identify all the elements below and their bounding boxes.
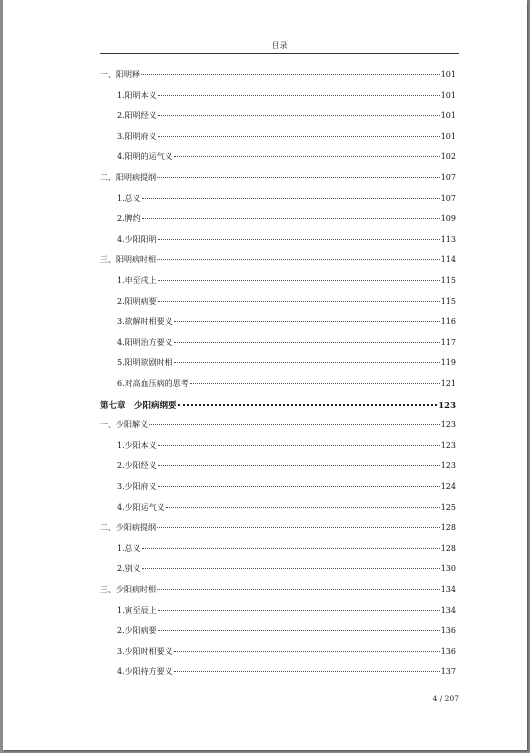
- toc-dot-leader: [157, 177, 440, 178]
- toc-dot-leader: [142, 198, 440, 199]
- toc-dot-leader: [158, 95, 440, 96]
- toc-entry-title: 3.少阳府义: [117, 482, 157, 491]
- toc-subsection-entry[interactable]: [117, 234, 456, 246]
- toc-subsection-entry[interactable]: [117, 563, 456, 575]
- toc-entry-title: 4.少阳持方要义: [117, 667, 173, 676]
- toc-entry-title: 3.欲解时相要义: [117, 317, 173, 326]
- toc-entry-title: 5.阳明欲剧时相: [117, 358, 173, 367]
- toc-entry-page: 121: [440, 379, 456, 388]
- toc-subsection-entry[interactable]: [117, 666, 456, 678]
- toc-entry-page: 124: [440, 482, 456, 491]
- toc-entry-page: 128: [440, 523, 456, 532]
- toc-dot-leader: [158, 445, 440, 446]
- toc-entry-page: 137: [440, 667, 456, 676]
- toc-entry-page: 128: [440, 544, 456, 553]
- toc-subsection-entry[interactable]: [117, 110, 456, 122]
- toc-dot-leader: [158, 486, 440, 487]
- toc-dot-leader: [158, 301, 440, 302]
- toc-dot-leader: [190, 383, 440, 384]
- toc-entry-page: 134: [440, 606, 456, 615]
- toc-entry-title: 1.总义: [117, 544, 141, 553]
- toc-dot-leader: [158, 630, 440, 631]
- toc-dot-leader: [157, 259, 440, 260]
- toc-entry-page: 109: [440, 214, 456, 223]
- toc-entry-page: 101: [440, 111, 456, 120]
- toc-entry-title: 2.别义: [117, 564, 141, 573]
- toc-dot-leader: [158, 136, 440, 137]
- toc-entry-page: 115: [440, 297, 456, 306]
- running-header: 目录: [271, 41, 288, 50]
- toc-subsection-entry[interactable]: [117, 378, 456, 390]
- toc-dot-leader: [157, 527, 440, 528]
- toc-subsection-entry[interactable]: [117, 90, 456, 102]
- toc-dot-leader: [174, 342, 440, 343]
- toc-entry-page: 136: [440, 647, 456, 656]
- toc-entry-title: 2.少阳经义: [117, 461, 157, 470]
- toc-subsection-entry[interactable]: [117, 151, 456, 163]
- toc-subsection-entry[interactable]: [117, 357, 456, 369]
- toc-subsection-entry[interactable]: [117, 316, 456, 328]
- toc-dot-leader: [141, 74, 440, 75]
- toc-dot-leader: [158, 280, 440, 281]
- toc-entry-title: 1.阳明本义: [117, 91, 157, 100]
- toc-subsection-entry[interactable]: [117, 213, 456, 225]
- toc-entry-title: 2.阳明经义: [117, 111, 157, 120]
- toc-dot-leader: [158, 115, 440, 116]
- toc-entry-page: 130: [440, 564, 456, 573]
- toc-entry-title: 1.总义: [117, 194, 141, 203]
- toc-subsection-entry[interactable]: [117, 193, 456, 205]
- toc-entry-title: 2.少阳病要: [117, 626, 157, 635]
- toc-dot-leader: [178, 404, 438, 406]
- toc-entry-page: 119: [440, 358, 456, 367]
- toc-subsection-entry[interactable]: [117, 543, 456, 555]
- toc-dot-leader: [174, 671, 440, 672]
- toc-dot-leader: [158, 239, 440, 240]
- toc-dot-leader: [174, 651, 440, 652]
- toc-section-entry[interactable]: [100, 69, 456, 81]
- toc-entry-page: 116: [440, 317, 456, 326]
- toc-entry-page: 107: [440, 173, 456, 182]
- toc-entry-page: 113: [440, 235, 456, 244]
- toc-entry-page: 123: [440, 441, 456, 450]
- toc-subsection-entry[interactable]: [117, 296, 456, 308]
- document-page: [3, 0, 527, 750]
- toc-dot-leader: [157, 589, 440, 590]
- toc-entry-title: 1.少阳本义: [117, 441, 157, 450]
- toc-subsection-entry[interactable]: [117, 131, 456, 143]
- toc-subsection-entry[interactable]: [117, 460, 456, 472]
- toc-entry-title: 三、少阳病时相: [100, 585, 156, 594]
- toc-dot-leader: [142, 218, 440, 219]
- toc-section-entry[interactable]: [100, 522, 456, 534]
- toc-section-entry[interactable]: [100, 584, 456, 596]
- toc-dot-leader: [166, 507, 440, 508]
- toc-entry-title: 一、阳明释: [100, 70, 140, 79]
- toc-entry-title: 6.对高血压病的思考: [117, 379, 189, 388]
- toc-dot-leader: [174, 321, 440, 322]
- toc-chapter-entry[interactable]: [100, 399, 456, 411]
- toc-section-entry[interactable]: [100, 419, 456, 431]
- toc-entry-page: 134: [440, 585, 456, 594]
- toc-entry-page: 123: [440, 461, 456, 470]
- toc-subsection-entry[interactable]: [117, 275, 456, 287]
- page-number: 4 / 207: [432, 694, 459, 703]
- toc-entry-page: 101: [440, 132, 456, 141]
- toc-subsection-entry[interactable]: [117, 646, 456, 658]
- toc-entry-title: 一、少阳解义: [100, 420, 148, 429]
- toc-subsection-entry[interactable]: [117, 625, 456, 637]
- toc-entry-page: 117: [440, 338, 456, 347]
- toc-subsection-entry[interactable]: [117, 502, 456, 514]
- toc-entry-title: 3.阳明府义: [117, 132, 157, 141]
- toc-entry-title: 4.少阳阳明: [117, 235, 157, 244]
- toc-dot-leader: [174, 156, 440, 157]
- toc-entry-title: 2.脾约: [117, 214, 141, 223]
- toc-entry-page: 123: [438, 401, 456, 411]
- toc-entry-page: 125: [440, 503, 456, 512]
- toc-subsection-entry[interactable]: [117, 440, 456, 452]
- toc-dot-leader: [142, 548, 440, 549]
- toc-entry-page: 101: [440, 91, 456, 100]
- toc-subsection-entry[interactable]: [117, 481, 456, 493]
- toc-section-entry[interactable]: [100, 172, 456, 184]
- toc-section-entry[interactable]: [100, 254, 456, 266]
- toc-entry-page: 102: [440, 152, 456, 161]
- header-rule: [100, 53, 459, 54]
- toc-entry-title: 第七章 少阳病纲要: [100, 401, 177, 411]
- toc-subsection-entry[interactable]: [117, 337, 456, 349]
- toc-entry-title: 二、少阳病提纲: [100, 523, 156, 532]
- toc-dot-leader: [158, 610, 440, 611]
- toc-entry-page: 114: [440, 255, 456, 264]
- toc-entry-page: 136: [440, 626, 456, 635]
- toc-entry-title: 4.阳明治方要义: [117, 338, 173, 347]
- toc-entry-title: 4.阳明的运气义: [117, 152, 173, 161]
- toc-entry-page: 115: [440, 276, 456, 285]
- toc-entry-title: 三、阳明病时相: [100, 255, 156, 264]
- toc-dot-leader: [149, 424, 440, 425]
- toc-entry-title: 1.寅至辰上: [117, 606, 157, 615]
- toc-entry-title: 3.少阳时相要义: [117, 647, 173, 656]
- toc-entry-title: 4.少阳运气义: [117, 503, 165, 512]
- toc-entry-title: 二、阳明病提纲: [100, 173, 156, 182]
- toc-dot-leader: [174, 362, 440, 363]
- toc-entry-page: 107: [440, 194, 456, 203]
- toc-entry-page: 123: [440, 420, 456, 429]
- toc-subsection-entry[interactable]: [117, 605, 456, 617]
- toc-entry-page: 101: [440, 70, 456, 79]
- toc-entry-title: 1.申至戌上: [117, 276, 157, 285]
- toc-entry-title: 2.阳明病要: [117, 297, 157, 306]
- toc-dot-leader: [158, 465, 440, 466]
- toc-dot-leader: [142, 568, 440, 569]
